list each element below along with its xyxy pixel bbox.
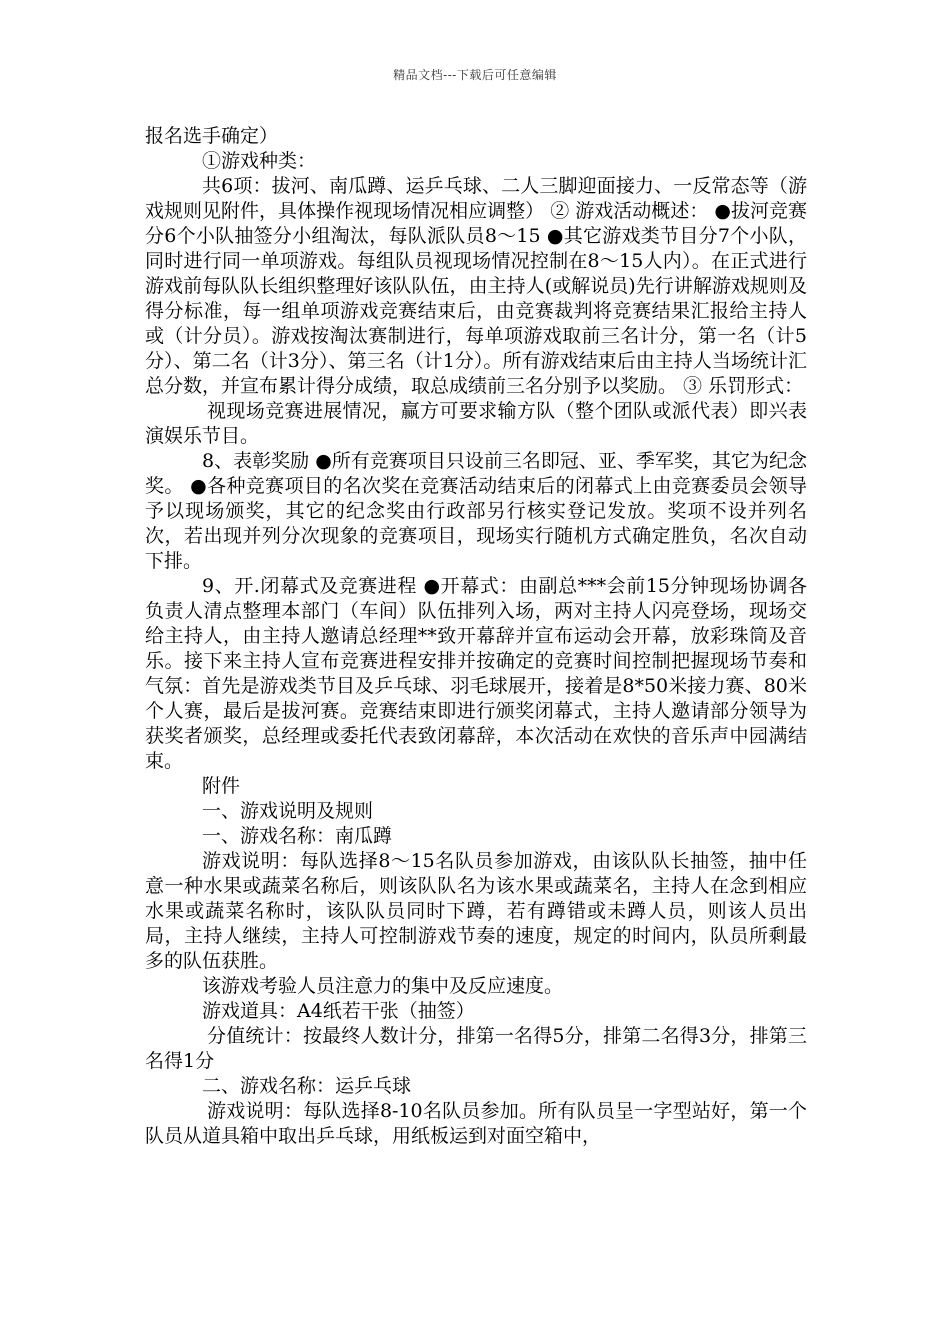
paragraph: ①游戏种类： bbox=[202, 150, 317, 172]
paragraph: 游戏道具：A4纸若干张（抽签） bbox=[202, 1000, 475, 1022]
paragraph: 游戏说明：每队选择8-10名队员参加。所有队员呈一字型站好，第一个队员从道具箱中取出乒乓球，用纸板运到对面空箱中， bbox=[145, 1100, 807, 1147]
paragraph: 二、游戏名称：运乒乓球 bbox=[202, 1075, 412, 1097]
paragraph: 附件 bbox=[202, 775, 241, 797]
paragraph: 视现场竞赛进展情况，赢方可要求输方队（整个团队或派代表）即兴表演娱乐节目。 bbox=[145, 400, 807, 447]
paragraph: 共6项：拔河、南瓜蹲、运乒乓球、二人三脚迎面接力、一反常态等（游戏规则见附件，具体操作视现场情况相应调整） ② 游戏活动概述： ●拔河竞赛分6个小队抽签分小组淘汰，每队派队员8～15 ●其它游戏类节目分7个小队，同时进行同一单项游戏。每组队员视现场情况控制在8～15人内）。在正式进行游戏前每队队长组织整理好该队队伍，由主持人(或解说员)先行讲解游戏规则及得分标准，每一组单项游戏竞赛结束后，由竞赛裁判将竞赛结果汇报给主持人或（计分员）。游戏按淘汰赛制进行，每单项游戏取前三名计分，第一名（计5分）、第二名（计3分）、第三名（计1分）。所有游戏结束后由主持人当场统计汇总分数，并宣布累计得分成绩，取总成绩前三名分别予以奖励。 ③ 乐罚形式： bbox=[145, 175, 807, 397]
paragraph: 游戏说明：每队选择8～15名队员参加游戏，由该队队长抽签，抽中任意一种水果或蔬菜名称后，则该队队名为该水果或蔬菜名，主持人在念到相应水果或蔬菜名称时，该队队员同时下蹲，若有蹲错或未蹲人员，则该人员出局，主持人继续，主持人可控制游戏节奏的速度，规定的时间内，队员所剩最多的队伍获胜。 bbox=[145, 850, 807, 972]
paragraph: 一、游戏说明及规则 bbox=[202, 800, 374, 822]
paragraph: 分值统计：按最终人数计分，排第一名得5分，排第二名得3分，排第三名得1分 bbox=[145, 1025, 807, 1072]
page-header: 精品文档---下载后可任意编辑 bbox=[393, 68, 557, 82]
paragraph: 8、表彰奖励 ●所有竞赛项目只设前三名即冠、亚、季军奖，其它为纪念奖。 ●各种竞赛项目的名次奖在竞赛活动结束后的闭幕式上由竞赛委员会领导予以现场颁奖，其它的纪念奖由行政部另行核实登记发放。奖项不设并列名次，若出现并列分次现象的竞赛项目，现场实行随机方式确定胜负，名次自动下排。 bbox=[145, 450, 807, 572]
paragraph: 报名选手确定） bbox=[145, 125, 279, 147]
paragraph: 9、开.闭幕式及竞赛进程 ●开幕式：由副总***会前15分钟现场协调各负责人清点整理本部门（车间）队伍排列入场，两对主持人闪亮登场，现场交给主持人，由主持人邀请总经理**致开幕辞并宣布运动会开幕，放彩珠筒及音乐。接下来主持人宣布竞赛进程安排并按确定的竞赛时间控制把握现场节奏和气氛：首先是游戏类节目及乒乓球、羽毛球展开，接着是8*50米接力赛、80米个人赛，最后是拔河赛。竞赛结束即进行颁奖闭幕式，主持人邀请部分领导为获奖者颁奖，总经理或委托代表致闭幕辞，本次活动在欢快的音乐声中园满结束。 bbox=[145, 575, 807, 772]
paragraph: 一、游戏名称：南瓜蹲 bbox=[202, 825, 393, 847]
paragraph: 该游戏考验人员注意力的集中及反应速度。 bbox=[202, 975, 564, 997]
document-body bbox=[145, 124, 807, 1149]
